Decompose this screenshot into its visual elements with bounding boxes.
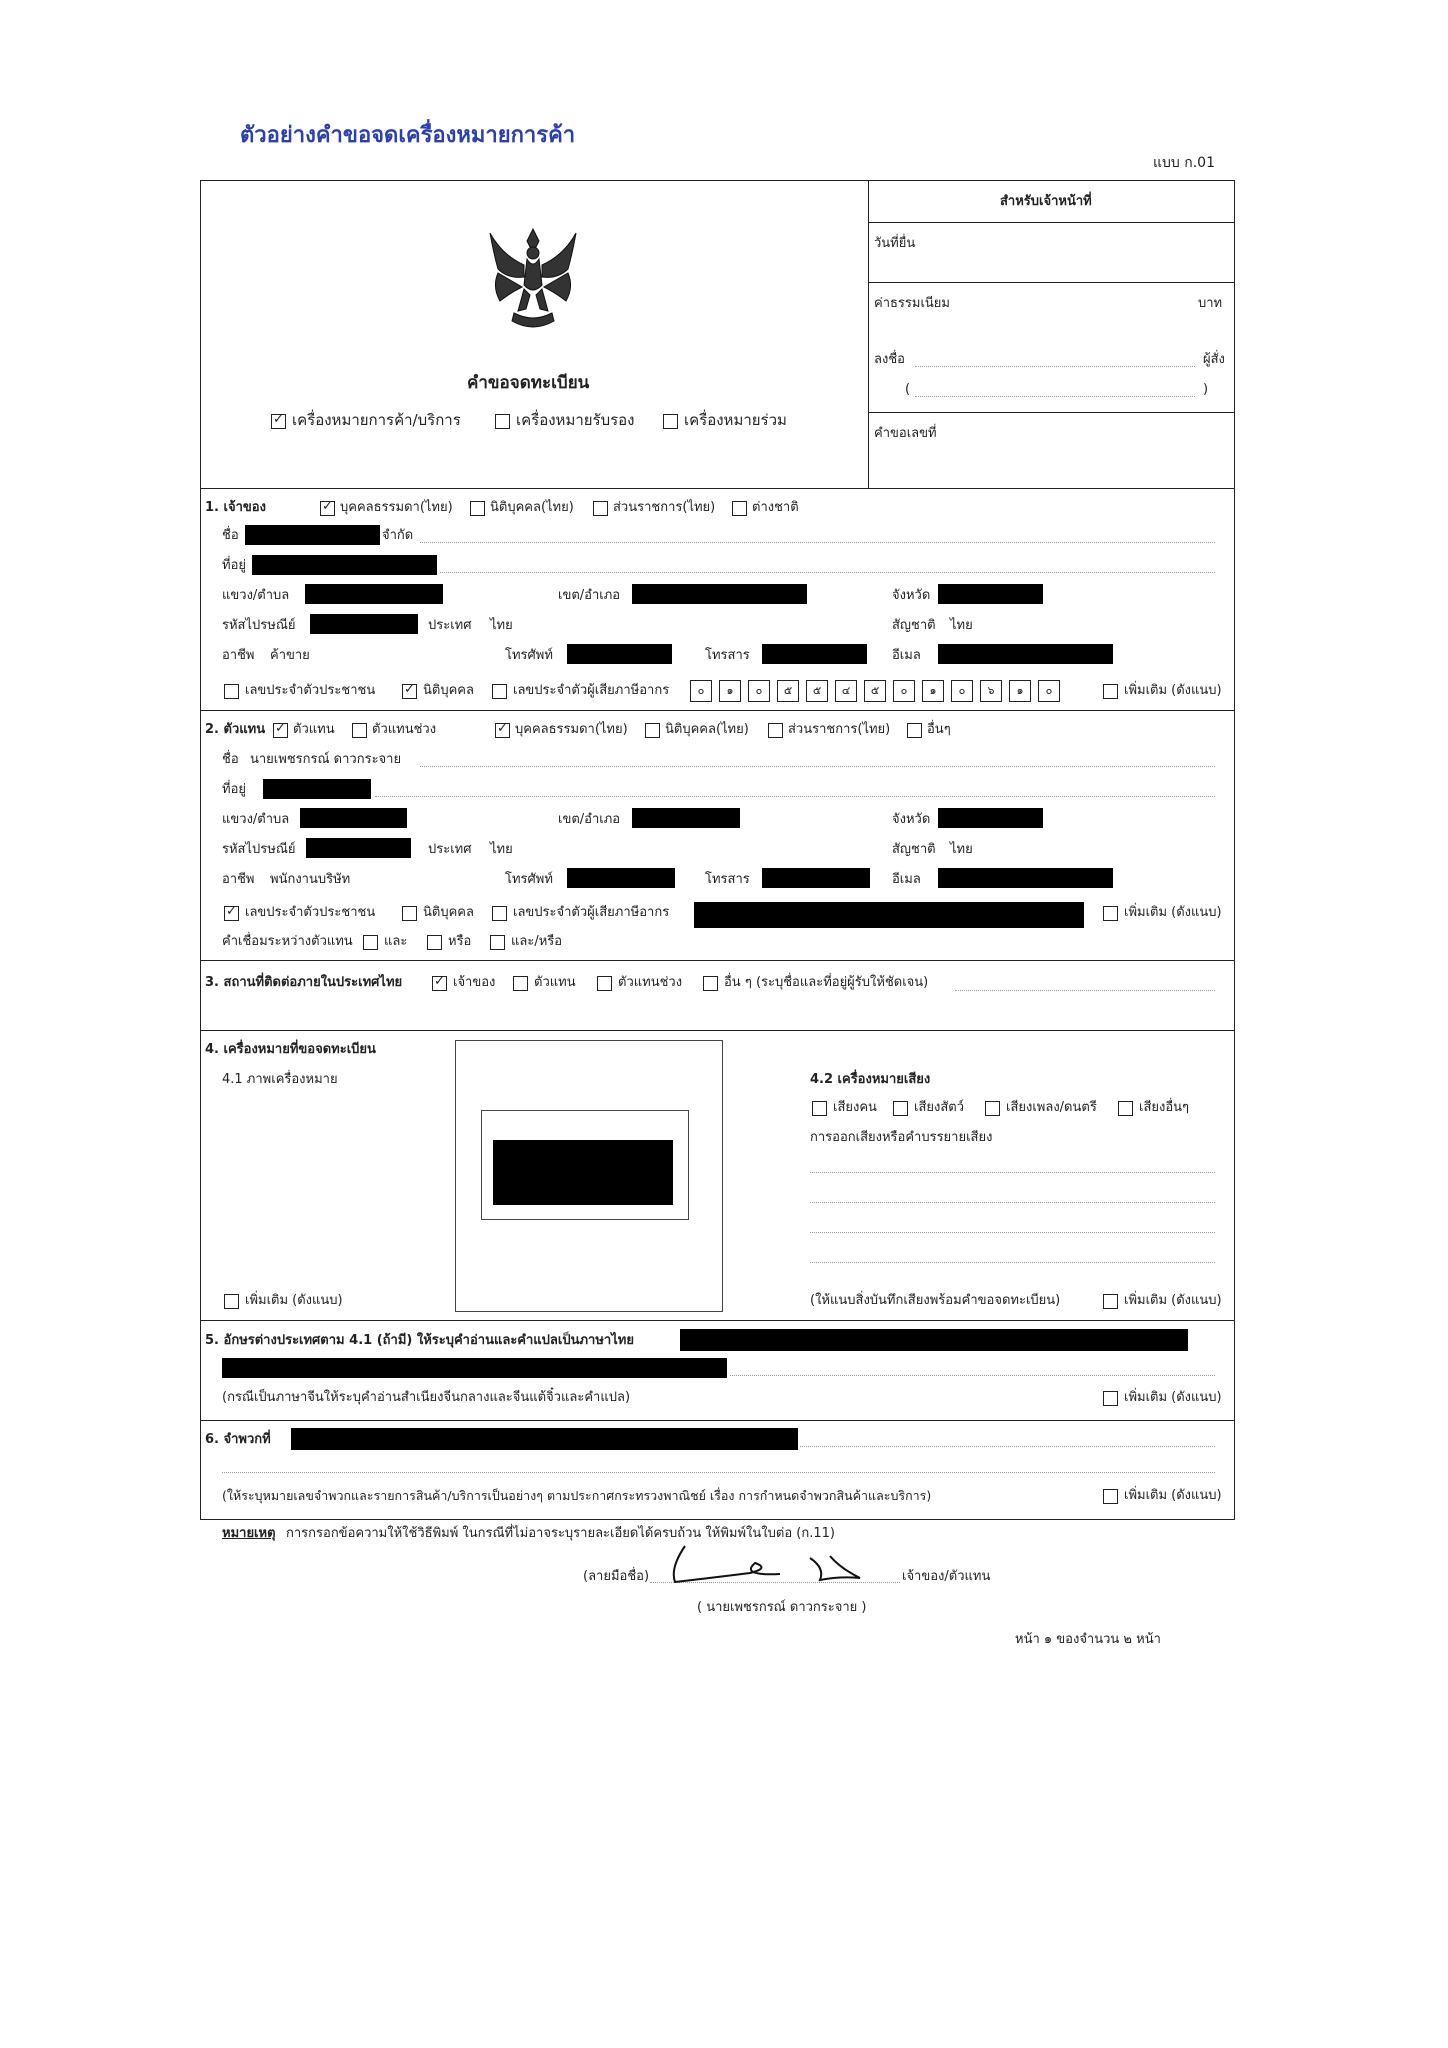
agent-relation-label: คำเชื่อมระหว่างตัวแทน (222, 934, 353, 949)
agent-country-value: ไทย (490, 842, 513, 857)
foreign-more-checkbox[interactable] (1103, 1391, 1118, 1406)
agent-person-type-label: นิติบุคคล(ไทย) (665, 722, 749, 737)
owner-id-juristic-checkbox[interactable] (402, 684, 417, 699)
owner-postcode-label: รหัสไปรษณีย์ (222, 618, 296, 633)
relation-label: หรือ (448, 934, 472, 949)
tax-id-digit[interactable]: ๔ (835, 680, 857, 702)
divider (868, 412, 1235, 413)
contact-option-label: ตัวแทน (534, 975, 576, 990)
owner-type-label: นิติบุคคล(ไทย) (490, 500, 574, 515)
agent-address-label: ที่อยู่ (222, 782, 246, 797)
owner-country-value: ไทย (490, 618, 513, 633)
agent-nationality-value: ไทย (950, 842, 973, 857)
sound-description-label: การออกเสียงหรือคำบรรยายเสียง (810, 1130, 993, 1145)
tax-id-digit[interactable]: ๕ (777, 680, 799, 702)
contact-option-label: ตัวแทนช่วง (618, 975, 683, 990)
relation-or-checkbox[interactable] (427, 935, 442, 950)
tax-id-digit[interactable]: ๐ (893, 680, 915, 702)
owner-nationality-value: ไทย (950, 618, 973, 633)
redacted-agent-id-digits (694, 902, 1084, 928)
paren-close: ) (1203, 382, 1209, 397)
divider (868, 282, 1235, 283)
redacted-agent-phone (567, 868, 675, 888)
redacted-agent-email (938, 868, 1113, 888)
tax-id-digit[interactable]: ๑ (719, 680, 741, 702)
redacted-agent-province (938, 808, 1043, 828)
agent-person-type-label: ส่วนราชการ(ไทย) (788, 722, 891, 737)
signer-name: ( นายเพชรกรณ์ ดาวกระจาย ) (697, 1600, 867, 1615)
type-collective-label: เครื่องหมายร่วม (684, 411, 787, 429)
agent-occupation-label: อาชีพ (222, 872, 255, 887)
owner-type-juristic-checkbox[interactable] (470, 501, 485, 516)
section5-heading: 5. อักษรต่างประเทศตาม 4.1 (ถ้ามี) ให้ระบุคำอ่านและคำแปลเป็นภาษาไทย (205, 1333, 634, 1348)
redacted-owner-fax (762, 644, 867, 664)
agent-more-label: เพิ่มเติม (ดังแนบ) (1124, 905, 1222, 920)
owner-type-label: ต่างชาติ (752, 500, 799, 515)
tax-id-digit[interactable]: ๑ (1009, 680, 1031, 702)
contact-other-checkbox[interactable] (703, 976, 718, 991)
orderer-label: ผู้สั่ง (1203, 352, 1225, 367)
page-info: หน้า ๑ ของจำนวน ๒ หน้า (1015, 1632, 1161, 1647)
dotted-line (730, 1375, 1215, 1376)
dotted-line (420, 542, 1215, 543)
redacted-agent-postcode (306, 838, 411, 858)
dotted-line (420, 766, 1215, 767)
owner-name-label: ชื่อ (222, 528, 239, 543)
agent-id-juristic-checkbox[interactable] (402, 906, 417, 921)
garuda-emblem-icon (484, 225, 582, 337)
owner-occupation-value: ค้าขาย (270, 648, 310, 663)
agent-person-type-checkbox[interactable] (495, 723, 510, 738)
agent-person-type-label: บุคคลธรรมดา(ไทย) (515, 722, 628, 737)
redacted-owner-address (252, 555, 437, 575)
owner-id-option-label: เลขประจำตัวประชาชน (245, 683, 376, 698)
officer-heading: สำหรับเจ้าหน้าที่ (1000, 194, 1092, 209)
section1-heading: 1. เจ้าของ (205, 500, 266, 515)
baht-label: บาท (1198, 296, 1223, 311)
filing-date-label: วันที่ยื่น (874, 236, 916, 251)
sound-type-label: เสียงอื่นๆ (1139, 1100, 1190, 1115)
relation-label: และ/หรือ (511, 934, 563, 949)
agent-email-label: อีเมล (892, 872, 921, 887)
agent-type-label: ตัวแทนช่วง (372, 722, 437, 737)
dotted-line (800, 1446, 1215, 1447)
redacted-owner-email (938, 644, 1113, 664)
paren-open: ( (905, 382, 911, 397)
owner-phone-label: โทรศัพท์ (505, 648, 553, 663)
owner-district-label: เขต/อำเภอ (558, 588, 621, 603)
divider (868, 180, 869, 488)
redacted-foreign-text (222, 1358, 727, 1378)
owner-type-person-checkbox[interactable] (320, 501, 335, 516)
class-more-label: เพิ่มเติม (ดังแนบ) (1124, 1488, 1222, 1503)
tax-id-digit[interactable]: ๑ (922, 680, 944, 702)
divider (200, 488, 1235, 489)
redacted-foreign-text (680, 1329, 1188, 1351)
agent-fax-label: โทรสาร (705, 872, 750, 887)
redacted-class-list (291, 1428, 798, 1450)
agent-phone-label: โทรศัพท์ (505, 872, 553, 887)
owner-id-citizen-checkbox[interactable] (224, 684, 239, 699)
agent-country-label: ประเทศ (428, 842, 472, 857)
divider (200, 1320, 1235, 1321)
owner-occupation-label: อาชีพ (222, 648, 255, 663)
sound-attach-note: (ให้แนบสิ่งบันทึกเสียงพร้อมคำขอจดทะเบียน) (810, 1293, 1061, 1308)
section2-heading: 2. ตัวแทน (205, 722, 266, 737)
signer-role: เจ้าของ/ตัวแทน (902, 1569, 991, 1584)
dotted-line (440, 572, 1215, 573)
form-code: แบบ ก.01 (1153, 155, 1215, 171)
sound-type-label: เสียงคน (833, 1100, 877, 1115)
type-certification-checkbox[interactable] (495, 414, 510, 429)
request-no-label: คำขอเลขที่ (874, 426, 937, 441)
contact-agent-checkbox[interactable] (513, 976, 528, 991)
mark-image-label: 4.1 ภาพเครื่องหมาย (222, 1072, 338, 1087)
redacted-owner-district (632, 584, 807, 604)
contact-option-label: อื่น ๆ (ระบุชื่อและที่อยู่ผู้รับให้ชัดเจน) (724, 975, 929, 990)
owner-country-label: ประเทศ (428, 618, 472, 633)
mark-more-label: เพิ่มเติม (ดังแนบ) (245, 1293, 343, 1308)
agent-more-checkbox[interactable] (1103, 906, 1118, 921)
redacted-owner-subdistrict (305, 584, 443, 604)
mark-more-checkbox[interactable] (224, 1294, 239, 1309)
tax-id-digit[interactable]: ๐ (748, 680, 770, 702)
agent-government-type-checkbox[interactable] (768, 723, 783, 738)
redacted-agent-district (632, 808, 740, 828)
agent-juristic-type-checkbox[interactable] (645, 723, 660, 738)
owner-type-foreign-checkbox[interactable] (732, 501, 747, 516)
owner-more-label: เพิ่มเติม (ดังแนบ) (1124, 683, 1222, 698)
tax-id-digit[interactable]: ๖ (980, 680, 1002, 702)
remark-text: การกรอกข้อความให้ใช้วิธีพิมพ์ ในกรณีที่ไม่อาจระบุรายละเอียดได้ครบถ้วน ให้พิมพ์ในใบต่อ (ก.11) (286, 1526, 835, 1541)
agent-type-label: ตัวแทน (293, 722, 335, 737)
section5-note: (กรณีเป็นภาษาจีนให้ระบุคำอ่านสำเนียงจีนกลางและจีนแต้จิ๋วและคำแปล) (222, 1390, 631, 1405)
contact-option-label: เจ้าของ (453, 975, 496, 990)
owner-type-government-checkbox[interactable] (593, 501, 608, 516)
contact-subagent-checkbox[interactable] (597, 976, 612, 991)
agent-id-option-label: เลขประจำตัวผู้เสียภาษีอากร (513, 905, 670, 920)
owner-id-option-label: เลขประจำตัวผู้เสียภาษีอากร (513, 683, 670, 698)
signature-icon (650, 1538, 900, 1593)
section6-heading: 6. จำพวกที่ (205, 1432, 271, 1447)
redacted-agent-fax (762, 868, 870, 888)
owner-type-label: บุคคลธรรมดา(ไทย) (340, 500, 453, 515)
owner-address-label: ที่อยู่ (222, 558, 246, 573)
agent-id-option-label: เลขประจำตัวประชาชน (245, 905, 376, 920)
divider (868, 222, 1235, 223)
type-trademark-checkbox[interactable] (271, 414, 286, 429)
sign-label: ลงชื่อ (874, 352, 905, 367)
sound-mark-heading: 4.2 เครื่องหมายเสียง (810, 1072, 931, 1087)
agent-name-value: นายเพชรกรณ์ ดาวกระจาย (250, 752, 402, 767)
agent-person-type-label: อื่นๆ (927, 722, 951, 737)
agent-occupation-value: พนักงานบริษัท (270, 872, 351, 887)
agent-nationality-label: สัญชาติ (892, 842, 936, 857)
divider (200, 960, 1235, 961)
type-collective-checkbox[interactable] (663, 414, 678, 429)
dotted-line (915, 396, 1195, 397)
foreign-more-label: เพิ่มเติม (ดังแนบ) (1124, 1390, 1222, 1405)
owner-name-suffix: จำกัด (382, 528, 414, 543)
tax-id-digit[interactable]: ๕ (864, 680, 886, 702)
agent-id-option-label: นิติบุคคล (423, 905, 474, 920)
sound-animal-checkbox[interactable] (893, 1101, 908, 1116)
contact-owner-checkbox[interactable] (432, 976, 447, 991)
relation-label: และ (384, 934, 408, 949)
agent-subdistrict-label: แขวง/ตำบล (222, 812, 290, 827)
section6-note: (ให้ระบุหมายเลขจำพวกและรายการสินค้า/บริการเป็นอย่างๆ ตามประกาศกระทรวงพาณิชย์ เรื่อง การกำหนดจำพวกสินค้าและบริการ) (222, 1488, 932, 1503)
relation-and-or-checkbox[interactable] (490, 935, 505, 950)
redacted-owner-postcode (310, 614, 418, 634)
document-title: ตัวอย่างคำขอจดเครื่องหมายการค้า (240, 123, 576, 148)
divider (200, 710, 1235, 711)
divider (200, 1030, 1235, 1031)
agent-postcode-label: รหัสไปรษณีย์ (222, 842, 296, 857)
sound-more-checkbox[interactable] (1103, 1294, 1118, 1309)
sound-type-label: เสียงสัตว์ (914, 1100, 965, 1115)
agent-type-subagent-checkbox[interactable] (352, 723, 367, 738)
signature-label: (ลายมือชื่อ) (583, 1569, 650, 1584)
owner-nationality-label: สัญชาติ (892, 618, 936, 633)
class-more-checkbox[interactable] (1103, 1489, 1118, 1504)
agent-district-label: เขต/อำเภอ (558, 812, 621, 827)
tax-id-digit[interactable]: ๕ (806, 680, 828, 702)
redacted-agent-subdistrict (300, 808, 407, 828)
owner-subdistrict-label: แขวง/ตำบล (222, 588, 290, 603)
dotted-line (810, 1262, 1215, 1263)
tax-id-digit[interactable]: ๐ (951, 680, 973, 702)
dotted-line (375, 796, 1215, 797)
agent-type-agent-checkbox[interactable] (273, 723, 288, 738)
redacted-owner-phone (567, 644, 672, 664)
dotted-line (810, 1172, 1215, 1173)
remark-label: หมายเหตุ (222, 1526, 276, 1541)
agent-id-citizen-checkbox[interactable] (224, 906, 239, 921)
owner-id-option-label: นิติบุคคล (423, 683, 474, 698)
section3-heading: 3. สถานที่ติดต่อภายในประเทศไทย (205, 975, 403, 990)
owner-fax-label: โทรสาร (705, 648, 750, 663)
dotted-line (222, 1472, 1215, 1473)
agent-other-type-checkbox[interactable] (907, 723, 922, 738)
type-certification-label: เครื่องหมายรับรอง (516, 411, 635, 429)
application-title: คำขอจดทะเบียน (467, 373, 590, 393)
redacted-agent-address (263, 779, 371, 799)
sound-other-checkbox[interactable] (1118, 1101, 1133, 1116)
tax-id-digit[interactable]: ๐ (1038, 680, 1060, 702)
relation-and-checkbox[interactable] (363, 935, 378, 950)
section4-heading: 4. เครื่องหมายที่ขอจดทะเบียน (205, 1042, 376, 1057)
dotted-line (915, 366, 1195, 367)
redacted-owner-name (245, 525, 380, 545)
sound-type-label: เสียงเพลง/ดนตรี (1006, 1100, 1097, 1115)
agent-province-label: จังหวัด (892, 812, 931, 827)
dotted-line (810, 1232, 1215, 1233)
dotted-line (955, 990, 1215, 991)
agent-id-tax-checkbox[interactable] (492, 906, 507, 921)
redacted-owner-province (938, 584, 1043, 604)
owner-province-label: จังหวัด (892, 588, 931, 603)
owner-type-label: ส่วนราชการ(ไทย) (613, 500, 716, 515)
sound-more-label: เพิ่มเติม (ดังแนบ) (1124, 1293, 1222, 1308)
dotted-line (810, 1202, 1215, 1203)
sound-human-checkbox[interactable] (812, 1101, 827, 1116)
owner-email-label: อีเมล (892, 648, 921, 663)
owner-more-checkbox[interactable] (1103, 684, 1118, 699)
redacted-mark-image (493, 1140, 673, 1205)
agent-name-label: ชื่อ (222, 752, 239, 767)
divider (200, 1420, 1235, 1421)
sound-music-checkbox[interactable] (985, 1101, 1000, 1116)
fee-label: ค่าธรรมเนียม (874, 296, 950, 311)
owner-id-tax-checkbox[interactable] (492, 684, 507, 699)
tax-id-digit[interactable]: ๐ (690, 680, 712, 702)
type-trademark-label: เครื่องหมายการค้า/บริการ (292, 411, 461, 429)
